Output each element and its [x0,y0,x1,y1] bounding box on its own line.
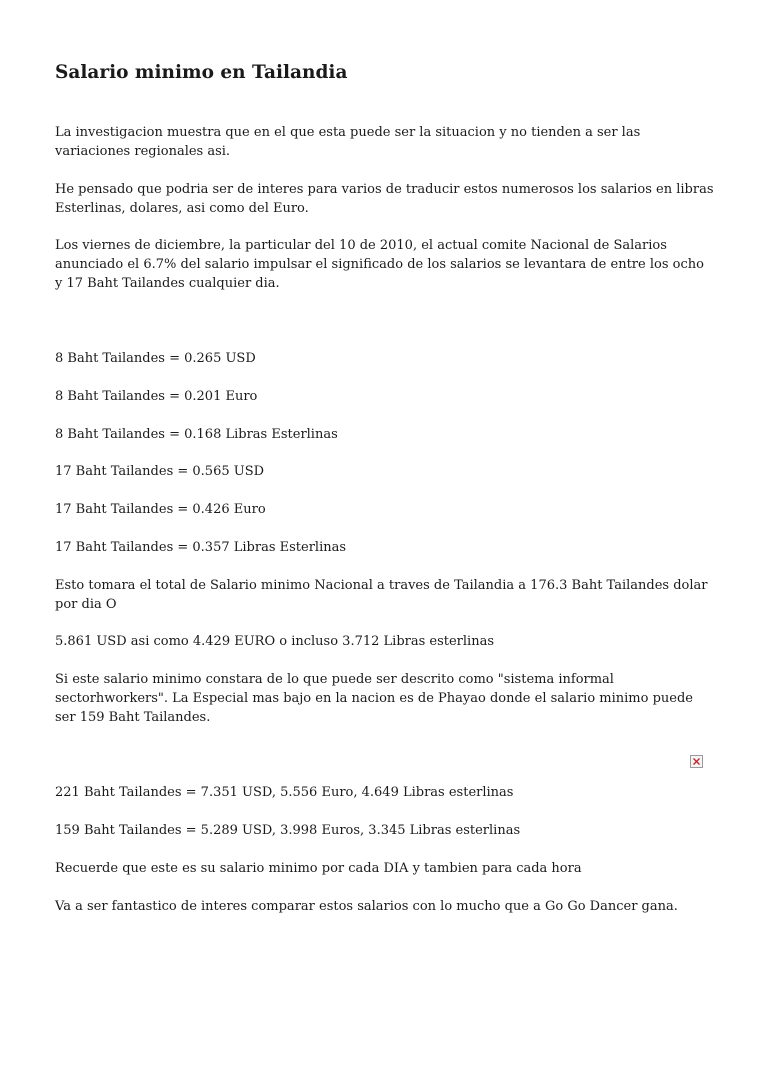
broken-image-icon [690,755,703,768]
paragraph-national-total: Esto tomara el total de Salario minimo Nacional a traves de Tailandia a 176.3 Baht Tailandes dolar por dia O [55,578,708,612]
paragraph-announcement: Los viernes de diciembre, la particular del 10 de 2010, el actual comite Nacional de Salarios anunciado el 6.7% del salario impulsar el significado de los salarios se levantara de entre los ocho y 17 Baht Tailandes cualquier dia. [55,238,704,291]
page-title: Salario minimo en Tailandia [55,62,348,83]
paragraph-closing: Va a ser fantastico de interes comparar estos salarios con lo mucho que a Go Go Dancer gana. [55,899,678,914]
conversion-line: 17 Baht Tailandes = 0.357 Libras Esterlinas [55,540,347,555]
paragraph-translation-note: He pensado que podria ser de interes para varios de traducir estos numerosos los salarios en libras Esterlinas, dolares, asi como del Euro. [55,182,714,216]
paragraph-informal-sector: Si este salario minimo constara de lo que puede ser descrito como "sistema informal sectorhworkers". La Especial mas bajo en la nacion es de Phayao donde el salario minimo puede ser 159 Baht Tailandes. [55,672,693,725]
paragraph-reminder: Recuerde que este es su salario minimo por cada DIA y tambien para cada hora [55,861,582,876]
conversion-line: 8 Baht Tailandes = 0.201 Euro [55,389,258,404]
conversion-line: 17 Baht Tailandes = 0.426 Euro [55,502,266,517]
conversion-line: 8 Baht Tailandes = 0.265 USD [55,351,256,366]
conversion-line: 221 Baht Tailandes = 7.351 USD, 5.556 Euro, 4.649 Libras esterlinas [55,785,514,800]
conversion-line: 159 Baht Tailandes = 5.289 USD, 3.998 Euros, 3.345 Libras esterlinas [55,823,521,838]
conversion-line: 17 Baht Tailandes = 0.565 USD [55,464,265,479]
paragraph-intro: La investigacion muestra que en el que esta puede ser la situacion y no tienden a ser las variaciones regionales asi. [55,125,641,159]
conversion-line: 8 Baht Tailandes = 0.168 Libras Esterlinas [55,427,338,442]
paragraph-currency-totals: 5.861 USD asi como 4.429 EURO o incluso 3.712 Libras esterlinas [55,634,495,649]
